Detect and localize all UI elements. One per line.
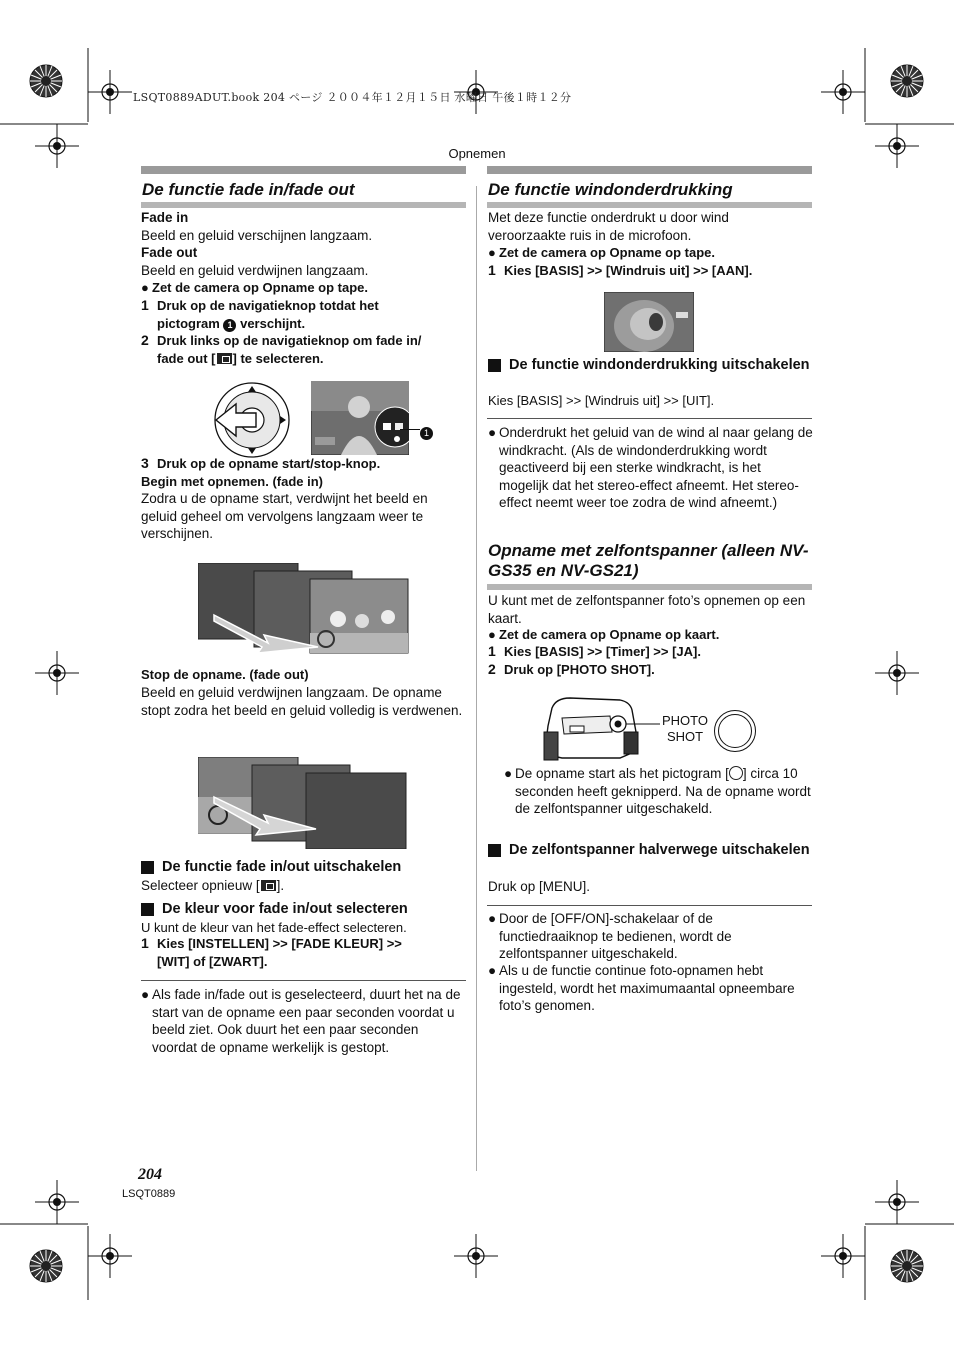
fade-cancel-heading: De functie fade in/out uitschakelen — [141, 858, 466, 876]
fade-icon — [261, 880, 276, 891]
photo-shot-button-icon — [714, 710, 756, 752]
square-bullet-icon — [141, 861, 154, 874]
begin-label: Begin met opnemen. (fade in) — [141, 474, 324, 489]
selftimer-note-a: ● Door de [OFF/ON]-schakelaar of de functiedraaiknop te bedienen, wordt de zelfontspanner uitgeschakeld. — [488, 911, 732, 961]
document-code: LSQT0889 — [122, 1188, 176, 1200]
fade-in-illustration — [198, 563, 410, 655]
callout-1-line — [400, 429, 420, 430]
wind-prep: ● Zet de camera op Opname op tape. — [488, 245, 715, 260]
left-note: ● Als fade in/fade out is geselecteerd, duurt het na de start van de opname een paar seconden voordat u beeld ziet. Ook duurt het een paar seconden voordat de opname werkelijk is gestopt. — [141, 987, 461, 1055]
selftimer-intro: U kunt met de zelfontspanner foto’s opnemen op een kaart. — [488, 593, 806, 626]
left-note-rule — [141, 980, 466, 981]
selftimer-cancel-text: Druk op [MENU]. — [488, 879, 591, 894]
fade-in-label: Fade in — [141, 210, 189, 225]
fade-in-text: Beeld en geluid verschijnen langzaam. — [141, 228, 373, 243]
fade-out-illustration — [198, 757, 410, 849]
camera-illustration — [542, 692, 660, 764]
selftimer-note-b: ● Als u de functie continue foto-opnamen hebt ingesteld, wordt het maximumaantal opneembare foto’s genomen. — [488, 963, 795, 1013]
wind-heading-rule — [487, 202, 812, 208]
wind-intro: Met deze functie onderdrukt u door wind veroorzaakte ruis in de microfoon. — [488, 210, 729, 243]
fade-icon — [217, 353, 232, 364]
step-1: 1 Druk op de navigatieknop totdat het pictogram 1 verschijnt. — [141, 297, 379, 331]
column-divider — [476, 186, 477, 1171]
selftimer-heading: Opname met zelfontspanner (alleen NV-GS35 en NV-GS21) — [488, 541, 809, 580]
callout-1-badge: 1 — [420, 423, 433, 441]
wind-cancel-heading: De functie windonderdrukking uitschakelen — [488, 356, 813, 374]
selftimer-note-rule — [487, 905, 812, 906]
section-label: Opnemen — [448, 146, 506, 161]
wind-step-1: 1 Kies [BASIS] >> [Windruis uit] >> [AAN]. — [488, 262, 753, 278]
fade-screen-illustration — [311, 381, 409, 455]
square-bullet-icon — [488, 844, 501, 857]
selftimer-cancel-heading: De zelfontspanner halverwege uitschakelen — [488, 841, 813, 859]
fade-cancel-text: Selecteer opnieuw [ ]. — [141, 878, 285, 893]
stop-text: Beeld en geluid verdwijnen langzaam. De opname stopt zodra het beeld en geluid volledig is verdwenen. — [141, 685, 463, 718]
wind-heading: De functie windonderdrukking — [488, 180, 733, 199]
page-number: 204 — [138, 1166, 162, 1183]
timer-note: ● De opname start als het pictogram [ ] circa 10 seconden heeft geknipperd. Na de opname wordt de zelfontspanner uitgeschakeld. — [504, 766, 811, 816]
square-bullet-icon — [141, 903, 154, 916]
wind-note-rule — [487, 418, 812, 419]
selftimer-prep: ● Zet de camera op Opname op kaart. — [488, 627, 720, 642]
selftimer-heading-rule — [487, 584, 812, 590]
prep-bullet: ● Zet de camera op Opname op tape. — [141, 280, 368, 295]
wind-cancel-text: Kies [BASIS] >> [Windruis uit] >> [UIT]. — [488, 393, 715, 408]
print-header: LSQT0889ADUT.book 204 ページ ２００４年１２月１５日 水曜日 午後１時１２分 — [133, 91, 572, 104]
header-bar-right — [487, 166, 812, 174]
header-bar-left — [141, 166, 466, 174]
begin-text: Zodra u de opname start, verdwijnt het beeld en geluid geheel om vervolgens langzaam weer te verschijnen. — [141, 491, 428, 541]
selftimer-step-2: 2 Druk op [PHOTO SHOT]. — [488, 661, 655, 677]
navigation-button-illustration — [212, 380, 292, 460]
self-timer-icon — [729, 766, 743, 780]
fade-out-text: Beeld en geluid verdwijnen langzaam. — [141, 263, 369, 278]
photo-shot-label: PHOTO SHOT — [662, 713, 708, 744]
fade-color-heading: De kleur voor fade in/out selecteren — [141, 900, 466, 918]
step-3: 3 Druk op de opname start/stop-knop. — [141, 455, 381, 471]
fade-heading: De functie fade in/fade out — [142, 180, 355, 199]
fade-color-text: U kunt de kleur van het fade-effect selecteren. — [141, 920, 407, 935]
lion-screen-illustration — [604, 292, 694, 352]
square-bullet-icon — [488, 359, 501, 372]
wind-note: ● Onderdrukt het geluid van de wind al naar gelang de windkracht. (Als de windonderdrukking wordt geactiveerd bij een sterke windkracht, is het mogelijk dat het stereo-effect afneemt. Het stereo-effect neemt weer toe zodra de wind afneemt.) — [488, 425, 813, 510]
fade-color-step-1: 1 Kies [INSTELLEN] >> [FADE KLEUR] >> [WIT] of [ZWART]. — [141, 935, 402, 969]
stop-label: Stop de opname. (fade out) — [141, 667, 309, 682]
callout-1-icon: 1 — [223, 319, 236, 332]
fade-heading-rule — [141, 202, 466, 208]
selftimer-step-1: 1 Kies [BASIS] >> [Timer] >> [JA]. — [488, 643, 701, 659]
step-2: 2 Druk links op de navigatieknop om fade in/ fade out [ ] te selecteren. — [141, 332, 422, 366]
fade-out-label: Fade out — [141, 245, 198, 260]
